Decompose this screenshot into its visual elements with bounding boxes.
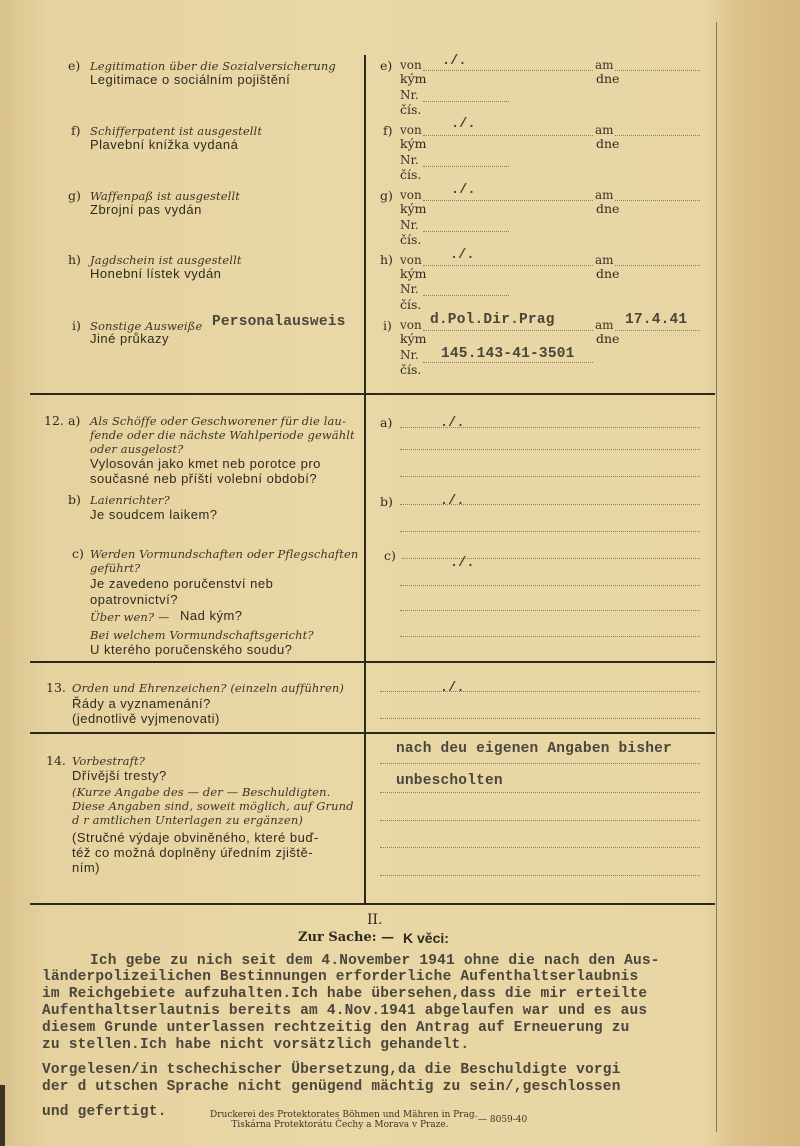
label-czech: Řády a vyznamenání?	[72, 696, 211, 711]
label-czech: Zbrojní pas vydán	[90, 202, 202, 217]
label-german: Legitimation über die Sozialversicherung	[90, 59, 336, 73]
page-fold-line	[716, 22, 717, 1132]
label-german: oder ausgelost?	[90, 442, 184, 456]
kym-label: kým	[400, 201, 427, 216]
statement-line: im Reichgebiete aufzuhalten.Ich habe übersehen,dass die mir erteilte	[42, 986, 648, 1002]
label-german: d r amtlichen Unterlagen zu ergänzen)	[72, 813, 303, 827]
von-value: ./.	[451, 117, 476, 132]
dne-label: dne	[596, 71, 620, 86]
nr-label: Nr.	[400, 88, 419, 102]
nr-label: Nr.	[400, 218, 419, 232]
answer-line: unbescholten	[396, 773, 503, 789]
issuer-value: d.Pol.Dir.Prag	[430, 312, 555, 328]
label-german: (Kurze Angabe des — der — Beschuldigten.	[72, 785, 331, 799]
answer-key: c)	[384, 548, 396, 563]
label-czech: ním)	[72, 860, 100, 875]
nr-label: Nr.	[400, 282, 419, 296]
section-divider-14	[30, 903, 715, 905]
label-german: Schifferpatent ist ausgestellt	[90, 124, 263, 138]
label-german: Vorbestraft?	[72, 754, 145, 768]
heading-czech: K věci:	[403, 930, 449, 946]
answer-value: ./.	[440, 681, 465, 696]
kym-label: kým	[400, 331, 427, 346]
label-german: Diese Angaben sind, soweit möglich, auf Grund	[72, 799, 354, 813]
von-label: von	[400, 58, 422, 72]
label-czech: (jednotlivě vyjmenovati)	[72, 711, 220, 726]
question-number: 12.	[44, 413, 64, 428]
nr-label: Nr.	[400, 153, 419, 167]
statement-line: und gefertigt.	[42, 1104, 167, 1120]
answer-value: ./.	[440, 494, 465, 509]
von-label: von	[400, 318, 422, 332]
cis-label: čís.	[400, 362, 422, 377]
am-label: am	[595, 253, 614, 267]
dne-label: dne	[596, 201, 620, 216]
von-label: von	[400, 253, 422, 267]
issue-date-value: 17.4.41	[625, 312, 688, 328]
answer-value: ./.	[440, 416, 465, 431]
scan-edge-shadow	[0, 1085, 5, 1146]
label-german: geführt?	[90, 561, 141, 575]
dne-label: dne	[596, 331, 620, 346]
von-label: von	[400, 188, 422, 202]
von-value: ./.	[442, 54, 467, 69]
label-czech: U kterého poručenského soudu?	[90, 642, 293, 657]
answer-value: ./.	[450, 556, 475, 571]
von-value: ./.	[450, 248, 475, 263]
kym-label: kým	[400, 266, 427, 281]
item-key: i)	[72, 318, 81, 333]
printer-imprint	[210, 1110, 478, 1130]
item-key-right: e)	[380, 58, 393, 73]
kym-label: kým	[400, 71, 427, 86]
section-divider-13	[30, 732, 715, 734]
section-divider-12	[30, 661, 715, 663]
label-czech: Honební lístek vydán	[90, 266, 222, 281]
column-divider-14	[364, 734, 366, 904]
question-number: 13.	[46, 680, 66, 695]
dne-label: dne	[596, 266, 620, 281]
label-czech: Je zavedeno poručenství neb	[90, 576, 274, 591]
item-key-right: h)	[380, 252, 393, 267]
label-czech: Nad kým?	[180, 608, 243, 623]
typed-personalausweis: Personalausweis	[212, 314, 346, 330]
item-key-right: g)	[380, 188, 393, 203]
label-czech: též co možná doplněny úředním zjiště-	[72, 845, 314, 860]
kym-label: kým	[400, 136, 427, 151]
von-value: ./.	[451, 183, 476, 198]
cis-label: čís.	[400, 102, 422, 117]
print-code: — 8059-40	[478, 1115, 528, 1125]
answer-line: nach deu eigenen Angaben bisher	[396, 741, 672, 757]
item-key: f)	[71, 123, 81, 138]
statement-line: diesem Grunde unterlassen rechtzeitig den Antrag auf Erneuerung zu	[42, 1020, 630, 1036]
label-czech: současné neb příští volební období?	[90, 471, 318, 486]
item-key: b)	[68, 492, 81, 507]
heading-german: Zur Sache: —	[298, 930, 395, 945]
label-german: Über wen? —	[90, 610, 170, 624]
question-number: 14.	[46, 753, 66, 768]
statement-line: Aufenthaltserlautnis bereits am 4.Nov.1941 abgelaufen war und es aus	[42, 1003, 648, 1019]
label-czech: Jiné průkazy	[90, 331, 169, 346]
item-key-right: i)	[383, 318, 392, 333]
item-key: h)	[68, 252, 81, 267]
label-czech: (Stručné výdaje obviněného, které buď-	[72, 830, 319, 845]
section-numeral: II.	[367, 912, 383, 928]
column-divider-13	[364, 663, 366, 733]
item-key: a)	[68, 413, 81, 428]
label-german: Sonstige Ausweiße	[90, 319, 203, 333]
item-key: g)	[68, 188, 81, 203]
von-label: von	[400, 123, 422, 137]
statement-line: der d utschen Sprache nicht genügend mächtig zu sein/,geschlossen	[42, 1079, 621, 1095]
item-key-right: f)	[383, 123, 393, 138]
label-czech: opatrovnictví?	[90, 592, 178, 607]
label-german: Bei welchem Vormundschaftsgericht?	[90, 628, 314, 642]
label-german: Laienrichter?	[90, 493, 170, 507]
cis-label: čís.	[400, 232, 422, 247]
label-czech: Legitimace o sociálním pojištění	[90, 72, 291, 87]
answer-key: b)	[380, 494, 393, 509]
statement-line: länderpolizeilichen Bestinnungen erforderliche Aufenthaltserlaubnis	[42, 969, 639, 985]
label-german: Jagdschein ist ausgestellt	[90, 253, 242, 267]
am-label: am	[595, 58, 614, 72]
section-divider-11	[30, 393, 715, 395]
label-german: Als Schöffe oder Geschworener für die lau-	[90, 414, 346, 428]
statement-line: Vorgelesen/in tschechischer Übersetzung,da die Beschuldigte vorgi	[42, 1062, 621, 1078]
dne-label: dne	[596, 136, 620, 151]
statement-line: zu stellen.Ich habe nicht vorsätzlich gehandelt.	[42, 1037, 470, 1053]
nr-label: Nr.	[400, 348, 419, 362]
cis-label: čís.	[400, 167, 422, 182]
label-czech: Vylosován jako kmet neb porotce pro	[90, 456, 321, 471]
am-label: am	[595, 318, 614, 332]
label-german: Werden Vormundschaften oder Pflegschaften	[90, 547, 359, 561]
statement-line: Ich gebe zu nich seit dem 4.November 1941 ohne die nach den Aus-	[90, 953, 660, 969]
item-key: e)	[68, 58, 81, 73]
item-key: c)	[72, 546, 84, 561]
am-label: am	[595, 123, 614, 137]
column-divider	[364, 55, 366, 395]
printer-german: Druckerei des Protektorates Böhmen und Mähren in Prag.	[210, 1110, 478, 1120]
label-czech: Je soudcem laikem?	[90, 507, 218, 522]
id-number-value: 145.143-41-3501	[441, 346, 575, 362]
printer-czech: Tiskárna Protektorátu Čechy a Morava v Praze.	[231, 1120, 449, 1130]
label-czech: Plavební knížka vydaná	[90, 137, 239, 152]
label-german: Waffenpaß ist ausgestellt	[90, 189, 240, 203]
column-divider-12	[364, 395, 366, 662]
label-german: Orden und Ehrenzeichen? (einzeln aufführen)	[72, 681, 344, 695]
answer-key: a)	[380, 415, 393, 430]
cis-label: čís.	[400, 297, 422, 312]
label-czech: Dřívější tresty?	[72, 768, 167, 783]
label-german: fende oder die nächste Wahlperiode gewählt	[90, 428, 355, 442]
am-label: am	[595, 188, 614, 202]
